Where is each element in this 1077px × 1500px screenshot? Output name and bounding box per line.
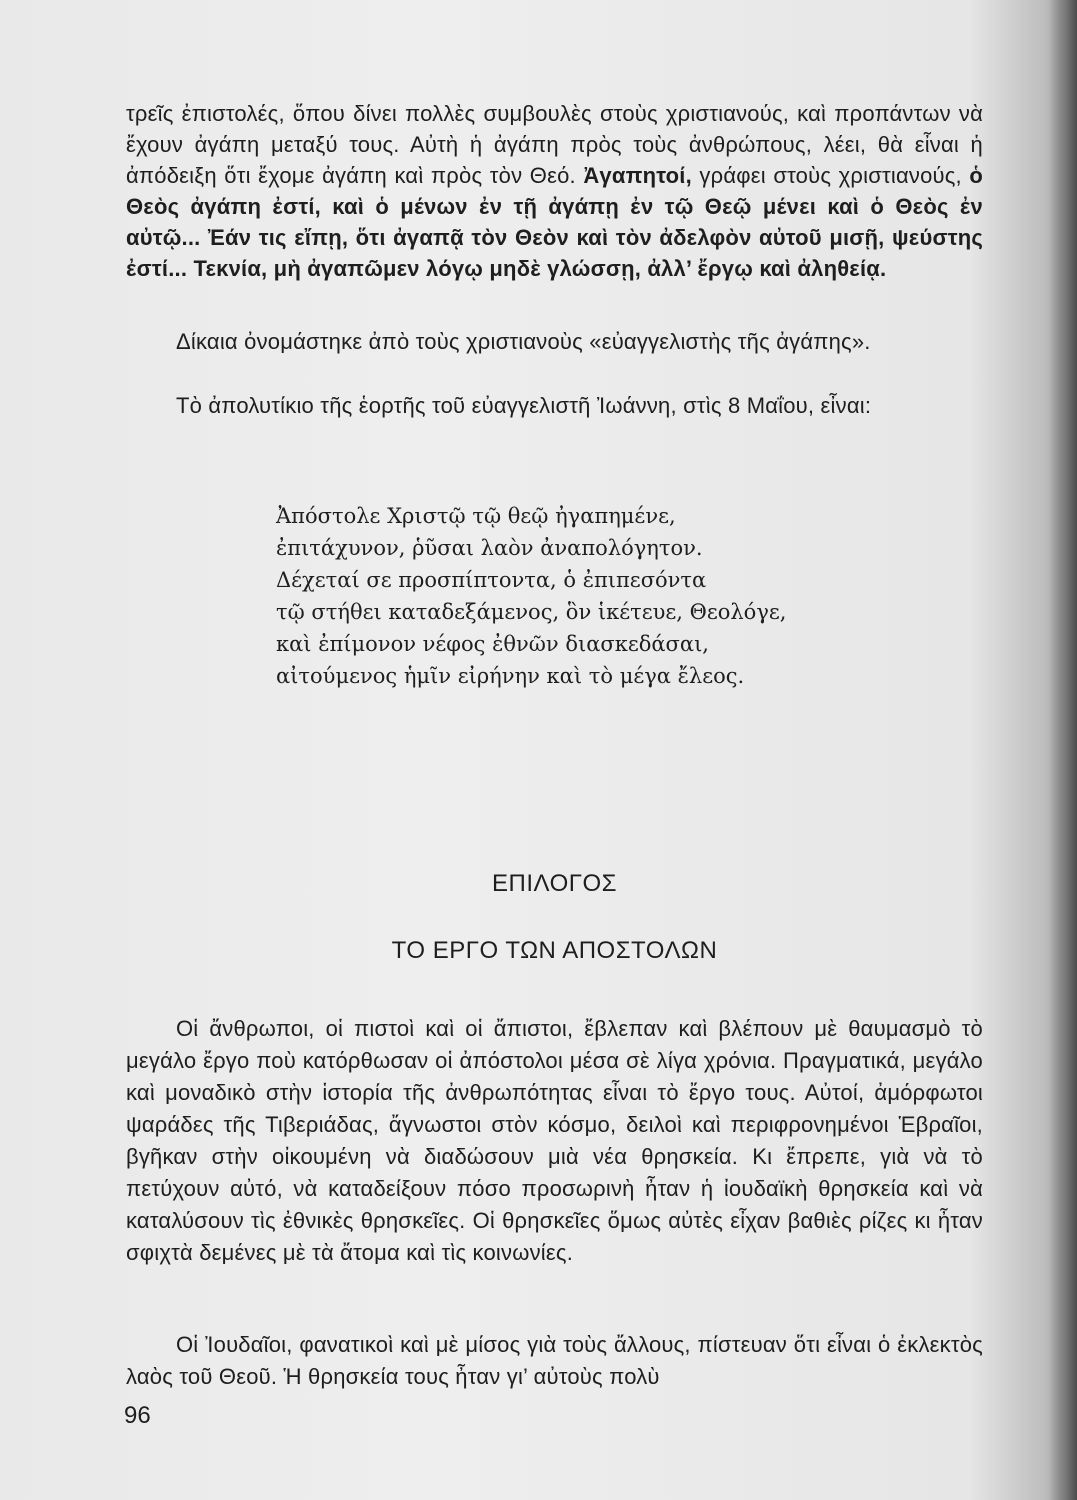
quote-start-bold: Ἀγαπητοί,	[583, 163, 692, 188]
paragraph-jews: Οἱ Ἰουδαῖοι, φανατικοὶ καὶ μὲ μίσος γιὰ τοὺς ἄλλους, πίστευαν ὅτι εἶναι ὁ ἐκλεκτὸς λαὸς τοῦ Θεοῦ. Ἡ θρησκεία τους ἦταν γι’ αὐτοὺς πολὺ	[126, 1332, 983, 1389]
hymn-line: αἰτούμενος ἡμῖν εἰρήνην καὶ τὸ μέγα ἔλεος.	[276, 664, 745, 688]
section-subheading: ΤΟ ΕΡΓΟ ΤΩΝ ΑΠΟΣΤΟΛΩΝ	[391, 937, 718, 964]
scripture-quote-bold: ὁ Θεὸς ἀγάπη ἐστί, καὶ ὁ μένων ἐν τῇ ἀγάπῃ ἐν τῷ Θεῷ μένει καὶ ὁ Θεὸς ἐν αὐτῷ... Ἐάν τις εἴπῃ, ὅτι ἀγαπᾷ τὸν Θεὸν καὶ τὸν ἀδελφὸν αὐτοῦ μισῇ, ψεύστης ἐστί... Τεκνία, μὴ ἀγαπῶμεν λόγῳ μηδὲ γλώσσῃ, ἀλλ’ ἔργῳ καὶ ἀληθείᾳ.	[126, 163, 983, 281]
paragraph-evangelist: Δίκαια ὀνομάστηκε ἀπὸ τοὺς χριστιανοὺς «εὐαγγελιστὴς τῆς ἀγάπης».	[176, 329, 871, 354]
section-heading: ΕΠΙΛΟΓΟΣ	[492, 870, 617, 897]
book-spine-shadow	[1049, 0, 1077, 1500]
hymn-line: ἐπιτάχυνον, ῥῦσαι λαὸν ἀναπολόγητον.	[276, 536, 703, 560]
hymn-line: Ἀπόστολε Χριστῷ τῷ θεῷ ἠγαπημένε,	[276, 504, 676, 528]
paragraph-apostles-work: Οἱ ἄνθρωποι, οἱ πιστοὶ καὶ οἱ ἄπιστοι, ἔβλεπαν καὶ βλέπουν μὲ θαυμασμὸ τὸ μεγάλο ἔργο ποὺ κατόρθωσαν οἱ ἀπόστολοι μέσα σὲ λίγα χρόνια. Πραγματικά, μεγάλο καὶ μοναδικὸ στὴν ἱστορία τῆς ἀνθρωπότητας εἶναι τὸ ἔργο τους. Αὐτοί, ἀμόρφωτοι ψαράδες τῆς Τιβεριάδας, ἄγνωστοι στὸν κόσμο, δειλοὶ καὶ περιφρονημένοι Ἑβραῖοι, βγῆκαν στὴν οἰκουμένη νὰ διαδώσουν μιὰ νέα θρησκεία. Κι ἔπρεπε, γιὰ νὰ τὸ πετύχουν αὐτό, νὰ καταδείξουν πόσο προσωρινὴ ἦταν ἡ ἰουδαϊκὴ θρησκεία καὶ νὰ καταλύσουν τὶς ἐθνικὲς θρησκεῖες. Οἱ θρησκεῖες ὅμως αὐτὲς εἶχαν βαθιὲς ρίζες κι ἦταν σφιχτὰ δεμένες μὲ τὰ ἄτομα καὶ τὶς κοινωνίες.	[126, 1016, 983, 1265]
paragraph-text: τρεῖς ἐπιστολές, ὅπου δίνει πολλὲς συμβουλὲς στοὺς χριστιανούς, καὶ προπάντων νὰ ἔχουν ἀγάπη μεταξύ τους. Αὐτὴ ἡ ἀγάπη πρὸς τοὺς ἀνθρώπους, λέει, θὰ εἶναι ἡ ἀπόδειξη ὅτι ἔχομε ἀγάπη καὶ πρὸς τὸν Θεό.	[126, 101, 983, 188]
paragraph-apolytikion-intro: Τὸ ἀπολυτίκιο τῆς ἑορτῆς τοῦ εὐαγγελιστῆ Ἰωάννη, στὶς 8 Μαΐου, εἶναι:	[176, 393, 872, 418]
hymn-line: τῷ στήθει καταδεξάμενος, ὃν ἱκέτευε, Θεολόγε,	[276, 600, 787, 624]
hymn-line: καὶ ἐπίμονον νέφος ἐθνῶν διασκεδάσαι,	[276, 632, 709, 656]
page-number: 96	[124, 1402, 151, 1429]
paragraph-text-mid: γράφει στοὺς χριστιανούς,	[691, 163, 970, 188]
paragraph-letters	[126, 98, 983, 284]
hymn-line: Δέχεταί σε προσπίπτοντα, ὁ ἐπιπεσόντα	[276, 568, 707, 592]
hymn-apolytikion	[276, 500, 976, 692]
